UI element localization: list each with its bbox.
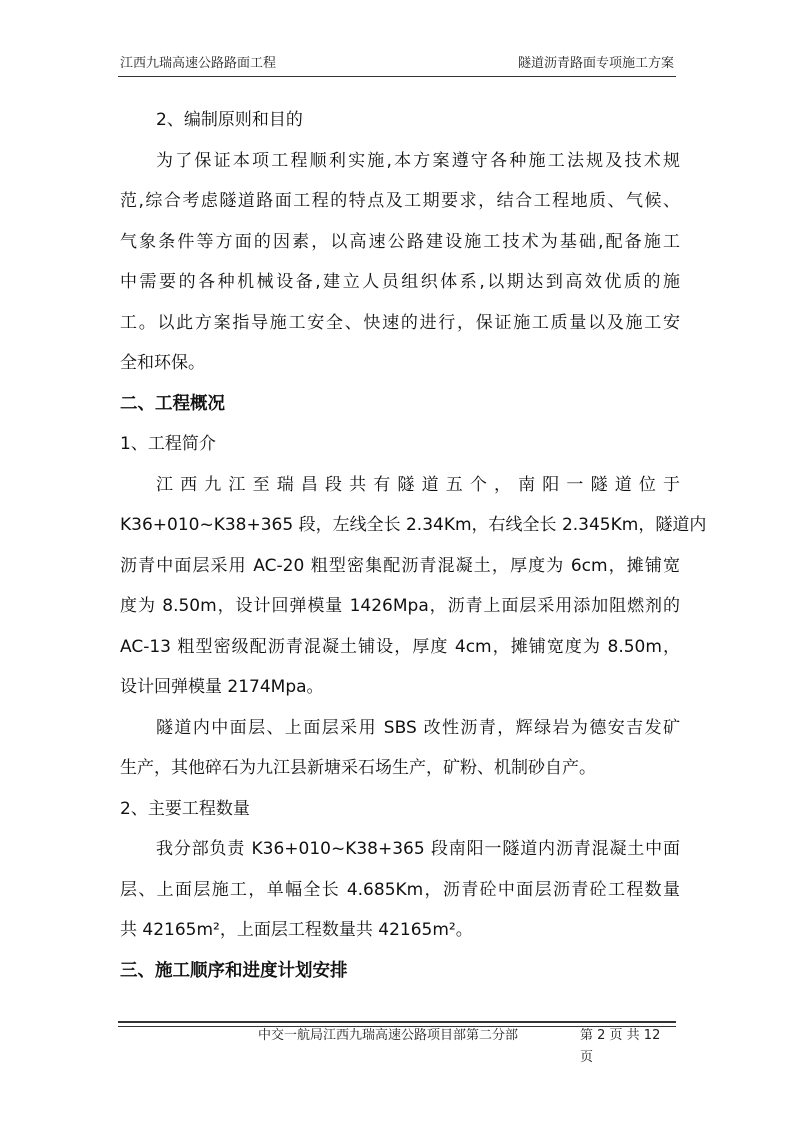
text-line: 2、编制原则和目的 [156, 110, 303, 130]
header-document-title: 隧道沥青路面专项施工方案 [517, 56, 674, 71]
header-rule [118, 76, 676, 77]
footer-page-number: 第 2 页 共 12 页 [580, 1028, 661, 1065]
footer-rule-thick [118, 1021, 676, 1023]
text-line: AC-13 粗型密级配沥青混凝土铺设，厚度 4cm，摊铺宽度为 8.50m， [120, 636, 680, 657]
header-project-name: 江西九瑞高速公路路面工程 [120, 56, 277, 71]
document-body [120, 100, 707, 991]
footer-organization: 中交一航局江西九瑞高速公路项目部第二分部 [258, 1028, 519, 1043]
text-line: 共 42165m²，上面层工程数量共 42165m²。 [120, 920, 473, 940]
page-footer [118, 1025, 676, 1065]
text-line: 中需要的各种机械设备,建立人员组织体系,以期达到高效优质的施 [120, 272, 680, 292]
text-line: 隧道内中面层、上面层采用 SBS 改性沥青，辉绿岩为德安吉发矿 [156, 717, 680, 738]
text-line: 范,综合考虑隧道路面工程的特点及工期要求，结合工程地质、气候、 [120, 191, 680, 211]
text-line: 2、主要工程数量 [120, 798, 250, 819]
text-line: 工。以此方案指导施工安全、快速的进行，保证施工质量以及施工安 [120, 312, 680, 333]
text-line: 生产，其他碎石为九江县新塘采石场生产，矿粉、机制砂自产。 [120, 758, 596, 778]
text-line: 度为 8.50m，设计回弹模量 1426Mpa，沥青上面层采用添加阻燃剂的 [120, 596, 680, 616]
text-line: 我分部负责 K36+010~K38+365 段南阳一隧道内沥青混凝土中面 [156, 839, 680, 859]
section-heading: 三、施工顺序和进度计划安排 [120, 960, 348, 981]
text-line: 1、工程简介 [120, 434, 216, 454]
page-header [118, 52, 676, 76]
text-line: 设计回弹模量 2174Mpa。 [120, 677, 324, 697]
text-line: 层、上面层施工，单幅全长 4.685Km，沥青砼中面层沥青砼工程数量 [120, 879, 680, 900]
text-line: 江西九江至瑞昌段共有隧道五个，南阳一隧道位于 [156, 474, 680, 495]
section-heading: 二、工程概况 [120, 393, 225, 414]
text-line: K36+010~K38+365 段，左线全长 2.34Km，右线全长 2.345Km，隧道内 [120, 515, 707, 535]
text-line: 全和环保。 [120, 353, 205, 373]
text-line: 为了保证本项工程顺利实施,本方案遵守各种施工法规及技术规 [156, 150, 680, 171]
text-line: 沥青中面层采用 AC-20 粗型密集配沥青混凝土，厚度为 6cm，摊铺宽 [120, 555, 680, 576]
text-line: 气象条件等方面的因素，以高速公路建设施工技术为基础,配备施工 [120, 231, 680, 252]
